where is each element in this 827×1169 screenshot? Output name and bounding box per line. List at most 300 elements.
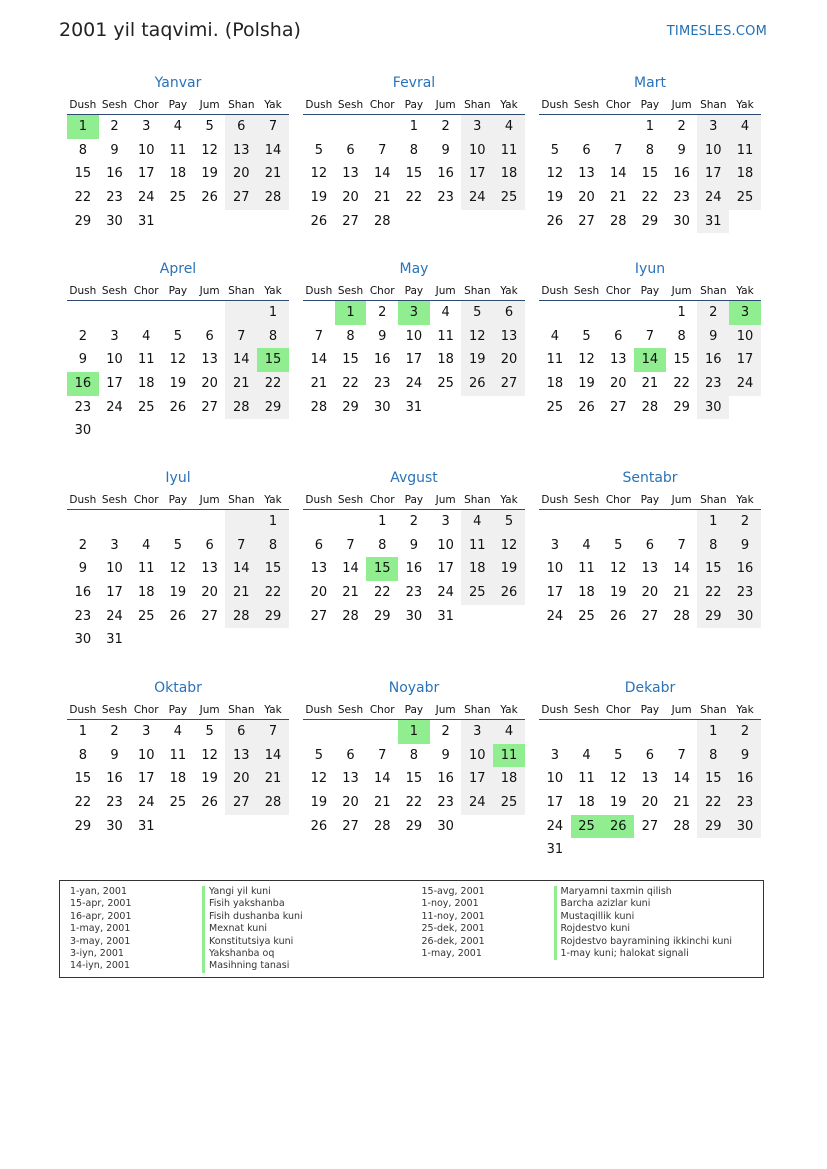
- day-cell: 20: [201, 585, 218, 601]
- empty-day-cell: [461, 396, 493, 420]
- day-cell: 4: [582, 747, 591, 763]
- day-cell: 12: [546, 166, 564, 182]
- day-cell: 11: [169, 142, 187, 158]
- holiday-date: 15-apr, 2001: [70, 898, 132, 910]
- weekday-label: Pay: [168, 285, 188, 297]
- day-cell: 12: [493, 534, 525, 558]
- month-block: [303, 74, 525, 233]
- day-cell: 6: [614, 328, 623, 344]
- day-cell: 23: [437, 190, 454, 206]
- day-cell: 15: [257, 557, 289, 581]
- month-name: Avgust: [390, 470, 438, 486]
- day-cell: 19: [201, 771, 218, 787]
- day-cell: 27: [342, 213, 359, 229]
- empty-day-cell: [67, 301, 99, 325]
- day-cell: 4: [729, 115, 761, 139]
- day-cell: 16: [106, 166, 123, 182]
- days-grid: [67, 115, 289, 233]
- days-grid: [539, 301, 761, 419]
- day-cell: 9: [110, 747, 119, 763]
- empty-day-cell: [335, 720, 367, 744]
- day-cell: 9: [378, 328, 387, 344]
- day-cell: 27: [342, 818, 359, 834]
- weekday-label: Pay: [404, 99, 424, 111]
- empty-day-cell: [539, 301, 571, 325]
- day-cell: 8: [257, 325, 289, 349]
- day-cell: 14: [257, 139, 289, 163]
- empty-day-cell: [257, 815, 289, 839]
- day-cell: 24: [137, 190, 155, 206]
- day-cell: 1: [697, 510, 729, 534]
- day-cell: 29: [697, 605, 729, 629]
- day-cell: 13: [609, 352, 627, 368]
- day-cell: 10: [106, 561, 123, 577]
- day-cell: 10: [137, 142, 155, 158]
- day-cell: 11: [437, 328, 454, 344]
- weekday-label: Yak: [264, 704, 282, 716]
- day-cell: 1: [257, 510, 289, 534]
- legend-row: [60, 960, 412, 972]
- empty-day-cell: [162, 419, 194, 443]
- day-cell: 29: [74, 213, 92, 229]
- weekday-label: Jum: [435, 704, 456, 716]
- day-cell: 3: [398, 301, 430, 325]
- days-grid: [539, 115, 761, 233]
- month-name: Fevral: [392, 75, 436, 91]
- day-cell: 23: [106, 795, 123, 811]
- empty-day-cell: [194, 301, 226, 325]
- weekday-label: Jum: [199, 704, 220, 716]
- day-cell: 23: [405, 585, 423, 601]
- day-cell: 18: [169, 771, 187, 787]
- day-cell: 18: [169, 166, 187, 182]
- day-cell: 27: [225, 791, 257, 815]
- weekday-label: Chor: [369, 285, 395, 297]
- empty-day-cell: [602, 301, 634, 325]
- weekday-label: Chor: [133, 494, 159, 506]
- day-cell: 16: [106, 771, 123, 787]
- day-cell: 16: [373, 352, 391, 368]
- empty-day-cell: [225, 419, 257, 443]
- day-cell: 31: [106, 632, 123, 648]
- empty-day-cell: [571, 510, 603, 534]
- weekday-label: Jum: [435, 99, 456, 111]
- month-block: [67, 469, 289, 652]
- month-block: [539, 469, 761, 628]
- weekday-label: Sesh: [337, 704, 364, 716]
- weekday-label: Dush: [69, 704, 97, 716]
- weekday-label: Pay: [640, 494, 660, 506]
- weekday-label: Shan: [228, 494, 255, 506]
- legend-row: [60, 886, 412, 898]
- day-cell: 3: [729, 301, 761, 325]
- empty-day-cell: [493, 815, 525, 839]
- day-cell: 19: [169, 376, 187, 392]
- day-cell: 13: [225, 139, 257, 163]
- empty-day-cell: [493, 396, 525, 420]
- day-cell: 24: [546, 608, 564, 624]
- day-cell: 5: [205, 724, 214, 739]
- day-cell: 8: [378, 537, 387, 553]
- day-cell: 9: [409, 537, 419, 553]
- day-cell: 22: [405, 795, 423, 811]
- empty-day-cell: [602, 838, 634, 862]
- empty-day-cell: [130, 510, 162, 534]
- day-cell: 25: [169, 795, 187, 811]
- day-cell: 15: [74, 166, 92, 182]
- day-cell: 11: [578, 561, 595, 577]
- day-cell: 23: [437, 795, 454, 811]
- day-cell: 8: [257, 534, 289, 558]
- day-cell: 9: [441, 142, 450, 158]
- day-cell: 15: [673, 352, 690, 368]
- day-cell: 24: [461, 791, 493, 815]
- day-cell: 23: [106, 190, 123, 206]
- weekday-label: Yak: [500, 285, 518, 297]
- day-cell: 24: [729, 372, 761, 396]
- day-cell: 6: [582, 142, 591, 158]
- day-cell: 23: [74, 608, 92, 624]
- day-cell: 5: [314, 747, 323, 763]
- day-cell: 19: [201, 166, 218, 182]
- day-cell: 6: [346, 747, 355, 763]
- day-cell: 9: [78, 352, 87, 368]
- day-cell: 30: [405, 608, 423, 624]
- empty-day-cell: [335, 510, 367, 534]
- month-block: [303, 679, 525, 838]
- holiday-name: Yakshanba oq: [202, 948, 274, 960]
- empty-day-cell: [67, 510, 99, 534]
- day-cell: 2: [78, 537, 87, 553]
- day-cell: 15: [366, 557, 398, 581]
- weekday-label: Sesh: [573, 285, 600, 297]
- weekday-label: Sesh: [101, 704, 128, 716]
- weekday-label: Sesh: [337, 494, 364, 506]
- day-cell: 20: [342, 190, 359, 206]
- day-cell: 15: [697, 767, 729, 791]
- day-cell: 19: [493, 557, 525, 581]
- month-name: Aprel: [159, 261, 197, 277]
- legend-row: [60, 911, 412, 923]
- weekday-label: Shan: [700, 99, 727, 111]
- day-cell: 30: [74, 632, 92, 648]
- empty-day-cell: [257, 419, 289, 443]
- day-cell: 28: [641, 399, 659, 415]
- day-cell: 14: [257, 744, 289, 768]
- weekday-header: [539, 493, 761, 510]
- day-cell: 9: [110, 142, 119, 158]
- weekday-label: Chor: [369, 494, 395, 506]
- day-cell: 25: [493, 186, 525, 210]
- weekday-label: Chor: [133, 285, 159, 297]
- empty-day-cell: [225, 815, 257, 839]
- day-cell: 20: [201, 376, 218, 392]
- empty-day-cell: [666, 720, 698, 744]
- day-cell: 16: [67, 372, 99, 396]
- weekday-label: Shan: [464, 494, 491, 506]
- empty-day-cell: [729, 210, 761, 234]
- weekday-label: Shan: [228, 99, 255, 111]
- day-cell: 1: [257, 301, 289, 325]
- day-cell: 23: [729, 791, 761, 815]
- day-cell: 21: [257, 767, 289, 791]
- weekday-label: Dush: [69, 285, 97, 297]
- day-cell: 29: [342, 399, 359, 415]
- weekday-label: Shan: [700, 285, 727, 297]
- weekday-label: Jum: [671, 704, 692, 716]
- day-cell: 11: [493, 139, 525, 163]
- weekday-label: Jum: [199, 99, 220, 111]
- holiday-date: 26-dek, 2001: [421, 935, 485, 947]
- weekday-label: Yak: [264, 494, 282, 506]
- day-cell: 10: [546, 561, 564, 577]
- empty-day-cell: [130, 301, 162, 325]
- empty-day-cell: [225, 628, 257, 652]
- weekday-label: Shan: [464, 285, 491, 297]
- day-cell: 21: [342, 585, 359, 601]
- weekday-label: Sesh: [337, 285, 364, 297]
- holiday-name: 1-may kuni; halokat signali: [554, 948, 689, 960]
- weekday-label: Shan: [700, 494, 727, 506]
- day-cell: 30: [74, 423, 92, 439]
- day-cell: 12: [609, 561, 627, 577]
- day-cell: 3: [142, 119, 151, 134]
- empty-day-cell: [366, 720, 398, 744]
- day-cell: 9: [729, 744, 761, 768]
- day-cell: 7: [677, 537, 686, 553]
- day-cell: 20: [641, 795, 659, 811]
- day-cell: 22: [405, 190, 423, 206]
- holiday-date: 25-dek, 2001: [421, 923, 485, 935]
- day-cell: 16: [729, 557, 761, 581]
- site-link[interactable]: TIMESLES.COM: [666, 24, 767, 39]
- weekday-label: Dush: [541, 704, 569, 716]
- day-cell: 22: [257, 372, 289, 396]
- day-cell: 24: [137, 795, 155, 811]
- day-cell: 1: [378, 514, 387, 529]
- day-cell: 13: [493, 325, 525, 349]
- days-grid: [539, 720, 761, 862]
- holiday-date: 1-yan, 2001: [70, 886, 127, 897]
- day-cell: 21: [373, 190, 391, 206]
- day-cell: 19: [578, 376, 595, 392]
- day-cell: 4: [441, 305, 450, 320]
- day-cell: 22: [342, 376, 359, 392]
- empty-day-cell: [257, 210, 289, 234]
- day-cell: 30: [106, 818, 123, 834]
- weekday-label: Yak: [264, 99, 282, 111]
- day-cell: 1: [78, 724, 87, 739]
- day-cell: 6: [645, 747, 655, 763]
- weekday-label: Sesh: [573, 99, 600, 111]
- day-cell: 7: [378, 142, 387, 158]
- empty-day-cell: [162, 815, 194, 839]
- day-cell: 18: [437, 352, 454, 368]
- day-cell: 22: [74, 795, 92, 811]
- day-cell: 28: [342, 608, 359, 624]
- day-cell: 3: [461, 115, 493, 139]
- month-name: Oktabr: [154, 680, 202, 696]
- day-cell: 14: [225, 557, 257, 581]
- weekday-label: Chor: [605, 704, 631, 716]
- day-cell: 23: [74, 399, 92, 415]
- day-cell: 28: [373, 213, 391, 229]
- day-cell: 5: [461, 301, 493, 325]
- day-cell: 22: [373, 585, 391, 601]
- day-cell: 10: [461, 139, 493, 163]
- empty-day-cell: [99, 301, 131, 325]
- weekday-header: [539, 284, 761, 301]
- holiday-date: 1-may, 2001: [70, 923, 131, 935]
- day-cell: 9: [697, 325, 729, 349]
- day-cell: 4: [582, 537, 591, 553]
- days-grid: [67, 720, 289, 838]
- empty-day-cell: [571, 301, 603, 325]
- day-cell: 26: [310, 213, 328, 229]
- empty-day-cell: [303, 301, 335, 325]
- day-cell: 8: [409, 142, 419, 158]
- holiday-name: Fisih dushanba kuni: [202, 911, 303, 923]
- empty-day-cell: [461, 815, 493, 839]
- empty-day-cell: [366, 115, 398, 139]
- weekday-label: Yak: [500, 99, 518, 111]
- day-cell: 6: [205, 328, 214, 344]
- holiday-name: Konstitutsiya kuni: [202, 936, 293, 948]
- weekday-label: Pay: [404, 494, 424, 506]
- days-grid: [303, 301, 525, 419]
- day-cell: 25: [461, 581, 493, 605]
- weekday-label: Dush: [305, 99, 333, 111]
- empty-day-cell: [303, 115, 335, 139]
- day-cell: 26: [493, 581, 525, 605]
- day-cell: 24: [405, 376, 423, 392]
- day-cell: 14: [342, 561, 359, 577]
- day-cell: 22: [673, 376, 690, 392]
- day-cell: 20: [578, 190, 595, 206]
- day-cell: 27: [201, 608, 218, 624]
- weekday-label: Dush: [541, 494, 569, 506]
- day-cell: 31: [405, 399, 423, 415]
- day-cell: 12: [169, 352, 187, 368]
- weekday-label: Pay: [168, 494, 188, 506]
- day-cell: 7: [257, 720, 289, 744]
- day-cell: 6: [493, 301, 525, 325]
- day-cell: 25: [493, 791, 525, 815]
- day-cell: 1: [67, 115, 99, 139]
- empty-day-cell: [257, 628, 289, 652]
- day-cell: 18: [493, 767, 525, 791]
- day-cell: 22: [697, 581, 729, 605]
- day-cell: 13: [578, 166, 595, 182]
- day-cell: 8: [346, 328, 355, 344]
- weekday-label: Sesh: [573, 704, 600, 716]
- weekday-label: Sesh: [101, 285, 128, 297]
- day-cell: 13: [641, 771, 659, 787]
- day-cell: 21: [641, 376, 659, 392]
- day-cell: 27: [641, 608, 659, 624]
- day-cell: 1: [697, 720, 729, 744]
- day-cell: 10: [437, 537, 454, 553]
- day-cell: 11: [169, 747, 187, 763]
- weekday-label: Shan: [228, 285, 255, 297]
- day-cell: 28: [310, 399, 328, 415]
- day-cell: 19: [310, 190, 328, 206]
- day-cell: 17: [137, 771, 155, 787]
- empty-day-cell: [571, 115, 603, 139]
- day-cell: 27: [225, 186, 257, 210]
- day-cell: 12: [609, 771, 627, 787]
- empty-day-cell: [539, 720, 571, 744]
- weekday-label: Shan: [228, 704, 255, 716]
- day-cell: 31: [137, 818, 155, 834]
- day-cell: 27: [310, 608, 328, 624]
- weekday-label: Sesh: [101, 494, 128, 506]
- day-cell: 24: [106, 399, 123, 415]
- day-cell: 25: [578, 608, 595, 624]
- days-grid: [303, 115, 525, 233]
- day-cell: 4: [461, 510, 493, 534]
- legend-row: [412, 886, 764, 898]
- day-cell: 8: [409, 747, 419, 763]
- day-cell: 13: [641, 561, 659, 577]
- day-cell: 26: [201, 795, 218, 811]
- month-block: [303, 260, 525, 419]
- weekday-label: Dush: [541, 99, 569, 111]
- weekday-label: Sesh: [337, 99, 364, 111]
- day-cell: 5: [205, 119, 214, 134]
- day-cell: 13: [342, 166, 359, 182]
- day-cell: 26: [578, 399, 595, 415]
- weekday-label: Dush: [305, 285, 333, 297]
- empty-day-cell: [697, 838, 729, 862]
- day-cell: 11: [578, 771, 595, 787]
- day-cell: 12: [578, 352, 595, 368]
- weekday-label: Jum: [435, 285, 456, 297]
- day-cell: 29: [405, 818, 423, 834]
- empty-day-cell: [634, 838, 666, 862]
- day-cell: 20: [493, 348, 525, 372]
- day-cell: 23: [673, 190, 690, 206]
- day-cell: 10: [405, 328, 423, 344]
- day-cell: 21: [373, 795, 391, 811]
- day-cell: 6: [314, 537, 323, 553]
- day-cell: 14: [225, 348, 257, 372]
- day-cell: 19: [169, 585, 187, 601]
- weekday-label: Dush: [541, 285, 569, 297]
- day-cell: 16: [74, 585, 92, 601]
- month-block: [67, 679, 289, 838]
- day-cell: 17: [729, 348, 761, 372]
- page-title: 2001 yil taqvimi. (Polsha): [59, 19, 301, 41]
- day-cell: 16: [437, 771, 454, 787]
- weekday-label: Pay: [404, 704, 424, 716]
- day-cell: 23: [697, 372, 729, 396]
- weekday-header: [67, 284, 289, 301]
- legend-row: [412, 948, 764, 960]
- days-grid: [539, 510, 761, 628]
- empty-day-cell: [634, 510, 666, 534]
- day-cell: 12: [169, 561, 187, 577]
- month-name: Iyun: [634, 261, 666, 277]
- day-cell: 12: [201, 747, 218, 763]
- day-cell: 8: [677, 328, 686, 344]
- day-cell: 2: [441, 724, 450, 739]
- holiday-legend: [59, 880, 764, 978]
- day-cell: 30: [373, 399, 391, 415]
- month-name: Yanvar: [154, 75, 202, 91]
- empty-day-cell: [571, 838, 603, 862]
- empty-day-cell: [634, 301, 666, 325]
